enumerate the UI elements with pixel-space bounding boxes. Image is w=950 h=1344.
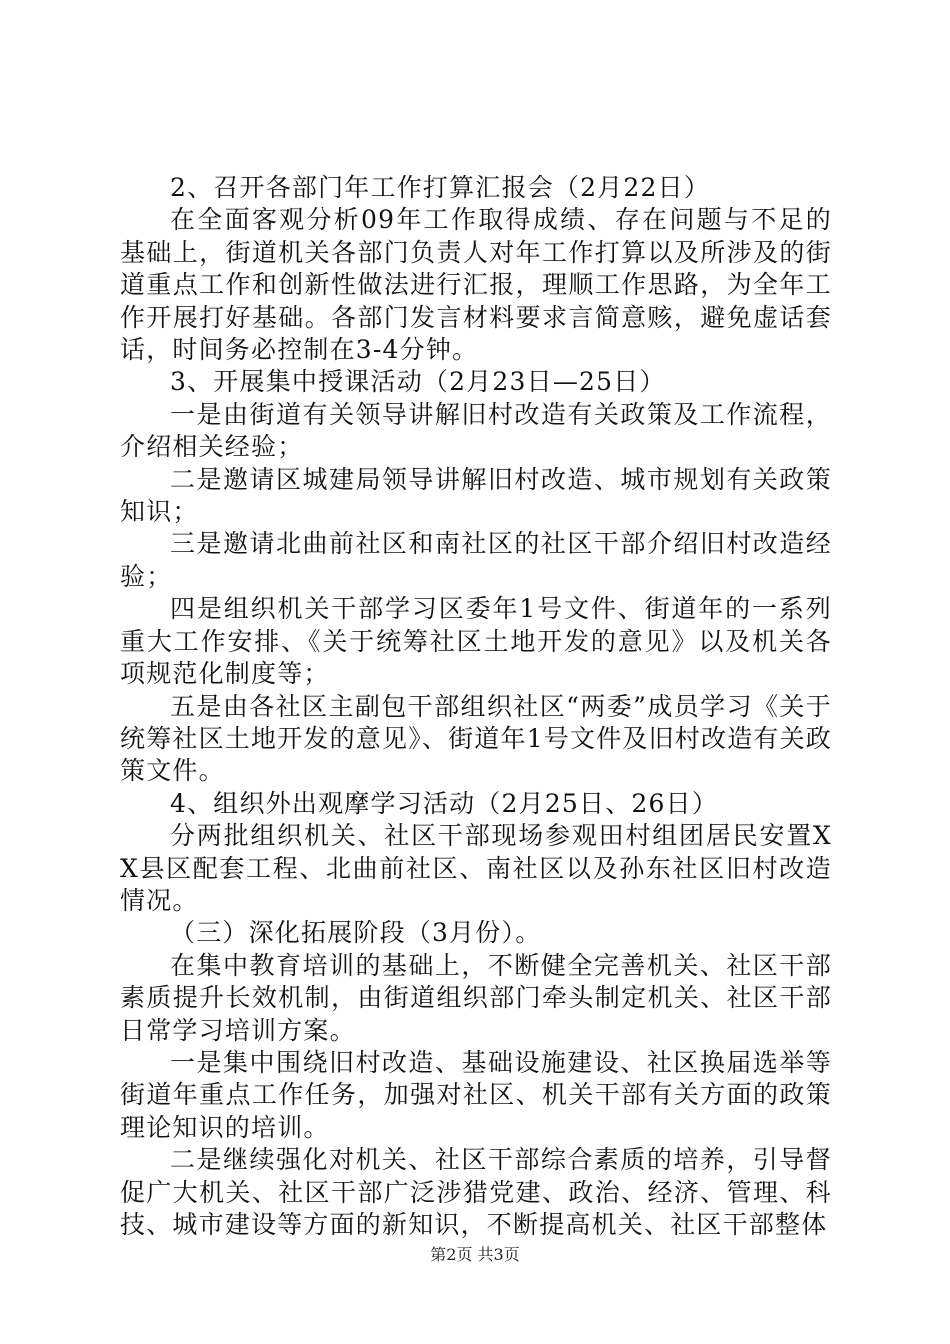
section-heading-4: 4、组织外出观摩学习活动（2月25日、26日） [170, 788, 719, 818]
list-item-3: 三是邀请北曲前社区和南社区的社区干部介绍旧村改造经验； [120, 529, 832, 591]
list-item-5: 五是由各社区主副包干部组织社区“两委”成员学习《关于统筹社区土地开发的意见》、街道年1号文件及旧村改造有关政策文件。 [120, 691, 833, 786]
paragraph-mechanism: 在集中教育培训的基础上，不断健全完善机关、社区干部素质提升长效机制，由街道组织部门牵头制定机关、社区干部日常学习培训方案。 [120, 950, 832, 1045]
list-item-2: 二是邀请区城建局领导讲解旧村改造、城市规划有关政策知识； [120, 464, 832, 527]
page-footer: 第2页 共3页 [430, 1245, 520, 1264]
document-body [120, 172, 832, 1241]
section-heading-2: 2、召开各部门年工作打算汇报会（2月22日） [170, 173, 711, 202]
list-item-training-1: 一是集中围绕旧村改造、基础设施建设、社区换届选举等街道年重点工作任务，加强对社区、机关干部有关方面的政策理论知识的培训。 [120, 1047, 832, 1142]
section-heading-phase-3: （三）深化拓展阶段（3月份）。 [170, 918, 542, 948]
list-item-1: 一是由街道有关领导讲解旧村改造有关政策及工作流程，介绍相关经验； [120, 399, 832, 462]
paragraph-report-meeting: 在全面客观分析09年工作取得成绩、存在问题与不足的基础上，街道机关各部门负责人对年工作打算以及所涉及的街道重点工作和创新性做法进行汇报，理顺工作思路，为全年工作开展打好基础。各部门发言材料要求言简意赅，避免虚话套话，时间务必控制在3-4分钟。 [120, 205, 832, 365]
list-item-4: 四是组织机关干部学习区委年1号文件、街道年的一系列重大工作安排、《关于统筹社区土地开发的意见》以及机关各项规范化制度等； [120, 594, 832, 689]
list-item-training-2: 二是继续强化对机关、社区干部综合素质的培养，引导督促广大机关、社区干部广泛涉猎党建、政治、经济、管理、科技、城市建设等方面的新知识，不断提高机关、社区干部整体 [120, 1145, 832, 1239]
section-heading-3: 3、开展集中授课活动（2月23日—25日） [170, 367, 666, 397]
paragraph-site-visit: 分两批组织机关、社区干部现场参观田村组团居民安置XX县区配套工程、北曲前社区、南社区以及孙东社区旧村改造情况。 [120, 821, 832, 915]
